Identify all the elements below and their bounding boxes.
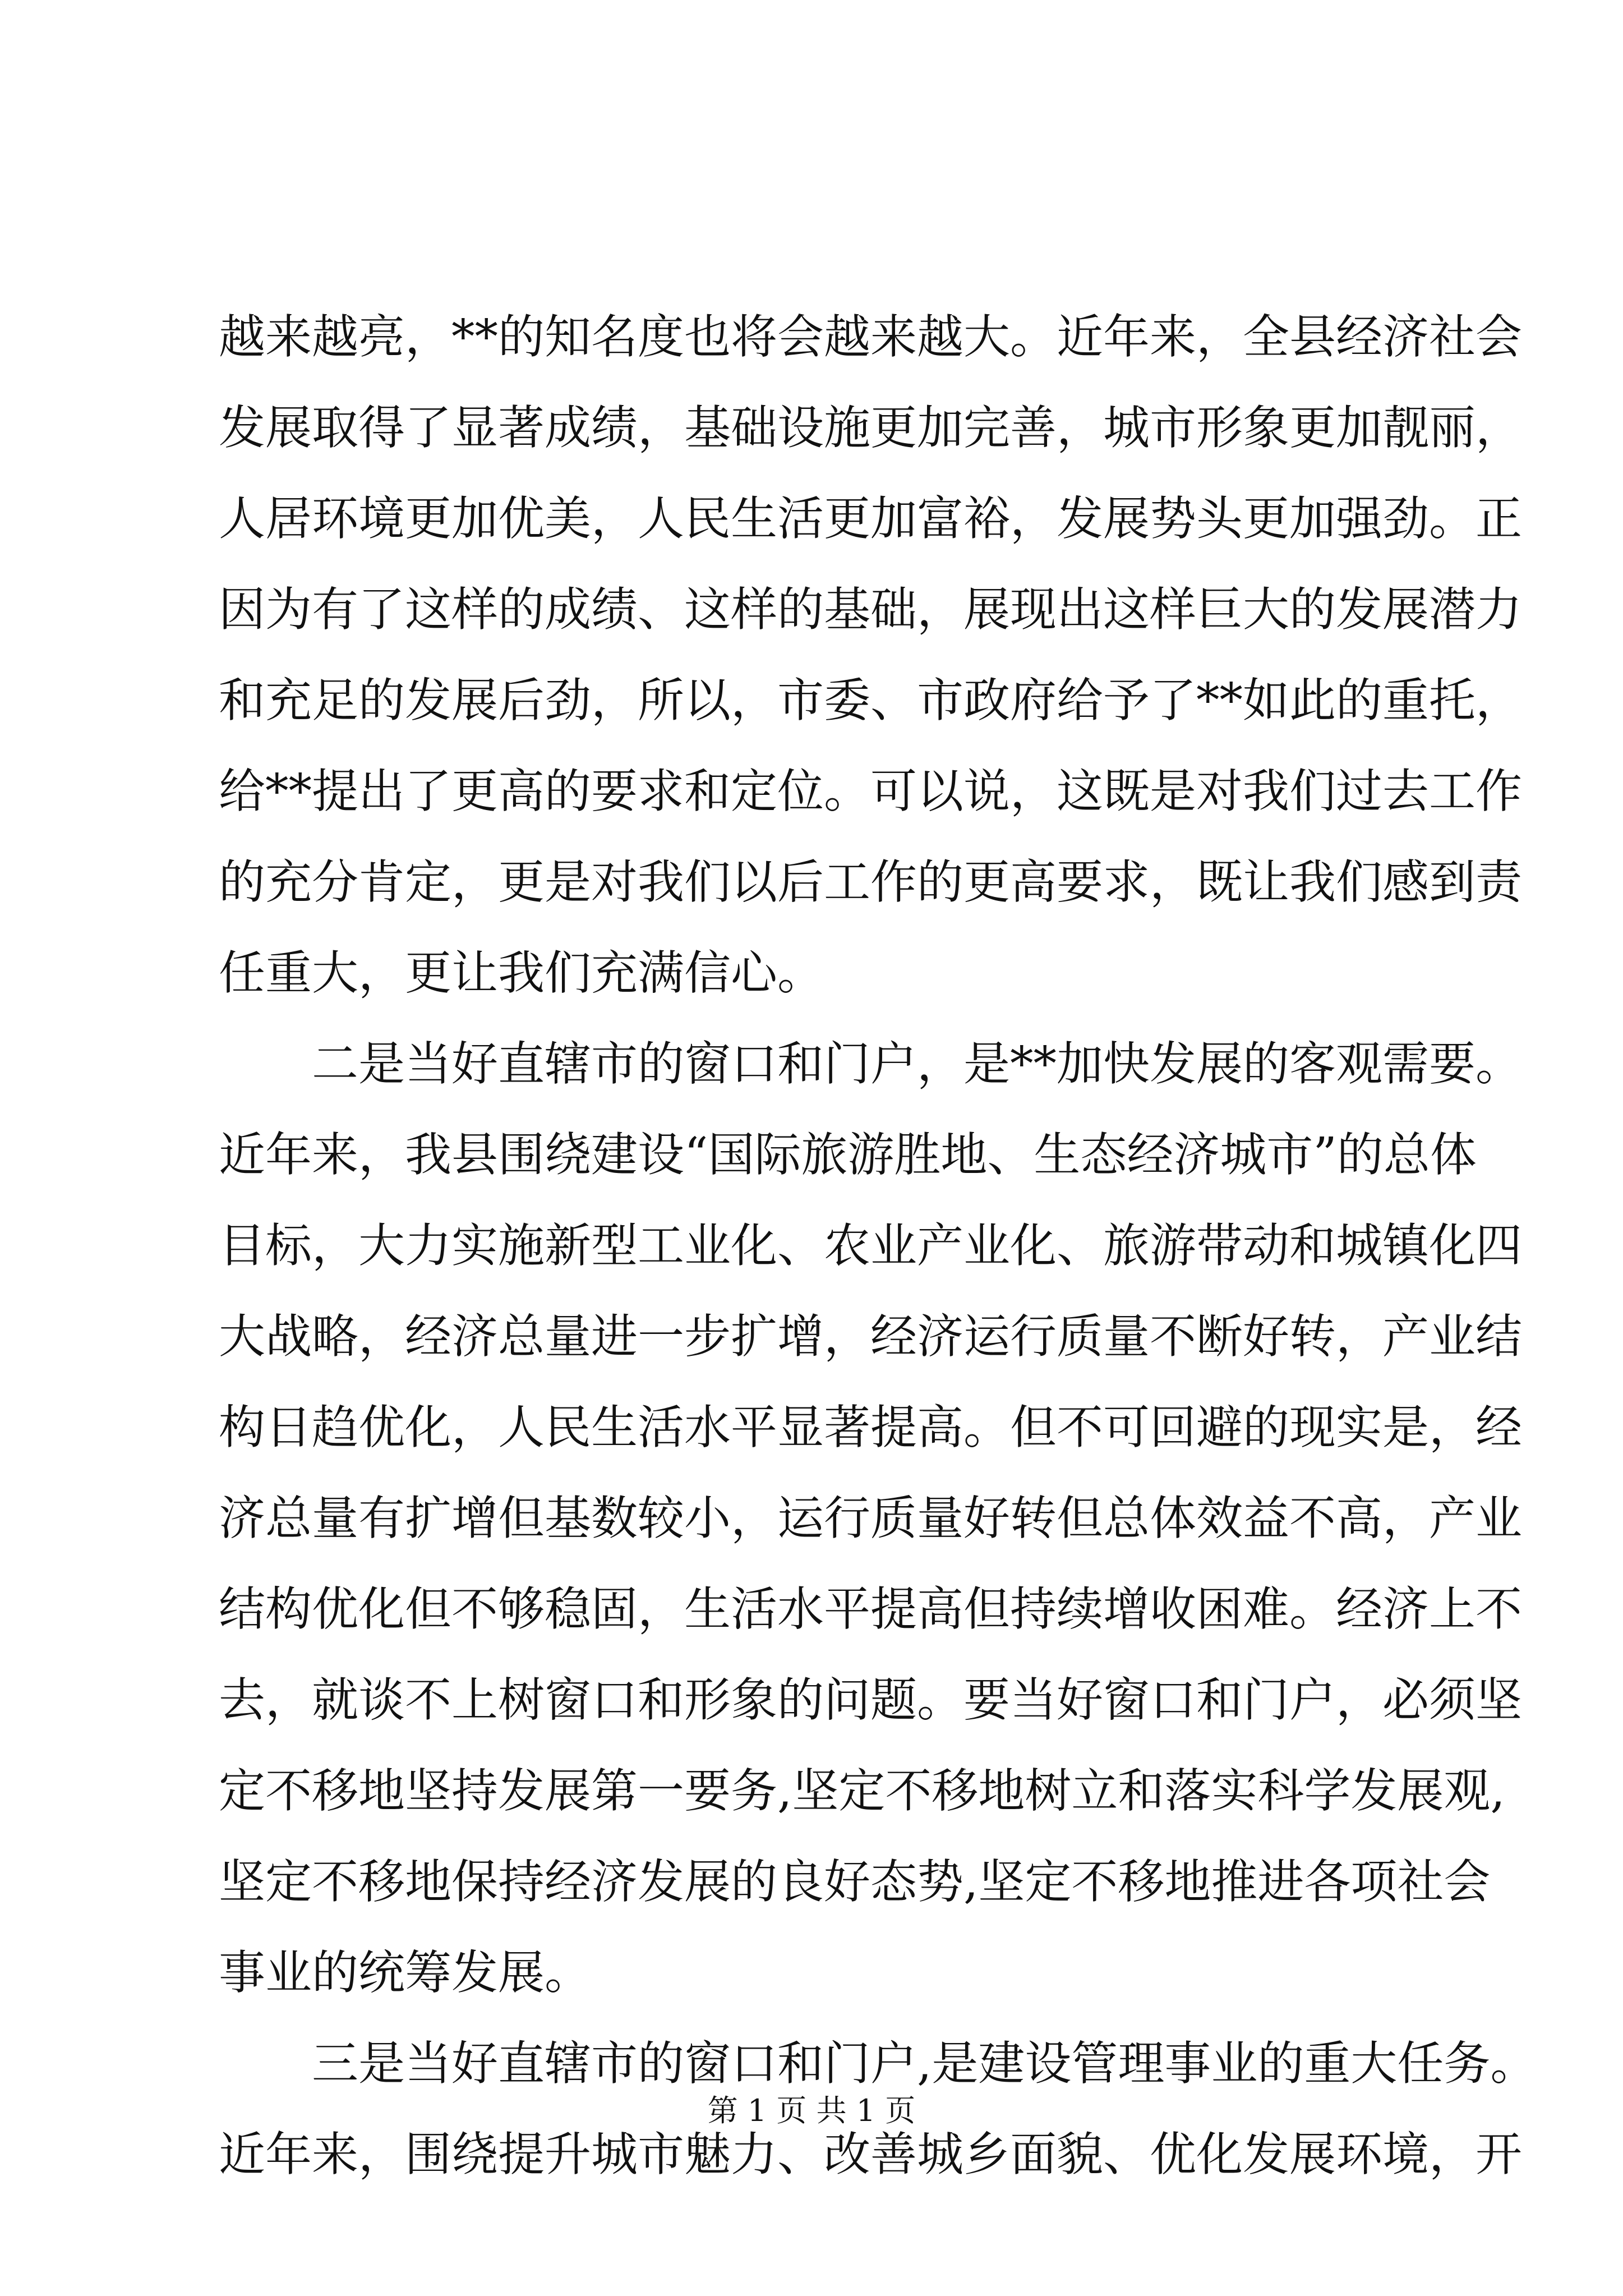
text-line: 近年来，围绕提升城市魅力、改善城乡面貌、优化发展环境，开 — [219, 2127, 1522, 2182]
text-line: 发展取得了显著成绩，基础设施更加完善，城市形象更加靓丽， — [219, 401, 1522, 455]
text-line: 去，就谈不上树窗口和形象的问题。要当好窗口和门户，必须坚 — [219, 1673, 1522, 1727]
document-body — [219, 292, 1537, 2200]
text-line: 和充足的发展后劲，所以，市委、市政府给予了**如此的重托， — [219, 673, 1522, 728]
page-number-label: 第 1 页 共 1 页 — [707, 2093, 916, 2128]
text-line: 济总量有扩增但基数较小，运行质量好转但总体效益不高，产业 — [219, 1491, 1522, 1545]
text-line: 目标，大力实施新型工业化、农业产业化、旅游带动和城镇化四 — [219, 1218, 1522, 1273]
text-line: 定不移地坚持发展第一要务,坚定不移地树立和落实科学发展观, — [219, 1764, 1505, 1818]
text-line: 大战略，经济总量进一步扩增，经济运行质量不断好转，产业结 — [219, 1309, 1522, 1364]
text-line: 因为有了这样的成绩、这样的基础，展现出这样巨大的发展潜力 — [219, 582, 1522, 637]
text-line: 的充分肯定，更是对我们以后工作的更高要求，既让我们感到责 — [219, 855, 1522, 909]
paragraph-2 — [219, 1019, 1522, 2018]
text-line: 结构优化但不够稳固，生活水平提高但持续增收困难。经济上不 — [219, 1582, 1522, 1636]
text-line: 人居环境更加优美，人民生活更加富裕，发展势头更加强劲。正 — [219, 491, 1522, 546]
text-line: 三是当好直辖市的窗口和门户,是建设管理事业的重大任务。 — [219, 2036, 1537, 2091]
text-line: 任重大，更让我们充满信心。 — [219, 946, 824, 1000]
text-line: 二是当好直辖市的窗口和门户，是**加快发展的客观需要。 — [219, 1037, 1522, 1091]
text-line: 近年来，我县围绕建设“国际旅游胜地、生态经济城市”的总体 — [219, 1128, 1477, 1182]
paragraph-1 — [219, 292, 1522, 1019]
text-line: 越来越亮，**的知名度也将会越来越大。近年来，全县经济社会 — [219, 310, 1522, 364]
text-line: 构日趋优化，人民生活水平显著提高。但不可回避的现实是，经 — [219, 1400, 1522, 1455]
text-line: 坚定不移地保持经济发展的良好态势,坚定不移地推进各项社会 — [219, 1855, 1491, 1909]
page-footer — [0, 2087, 1623, 2130]
text-line: 事业的统筹发展。 — [219, 1945, 591, 2000]
text-line: 给**提出了更高的要求和定位。可以说，这既是对我们过去工作 — [219, 764, 1522, 818]
